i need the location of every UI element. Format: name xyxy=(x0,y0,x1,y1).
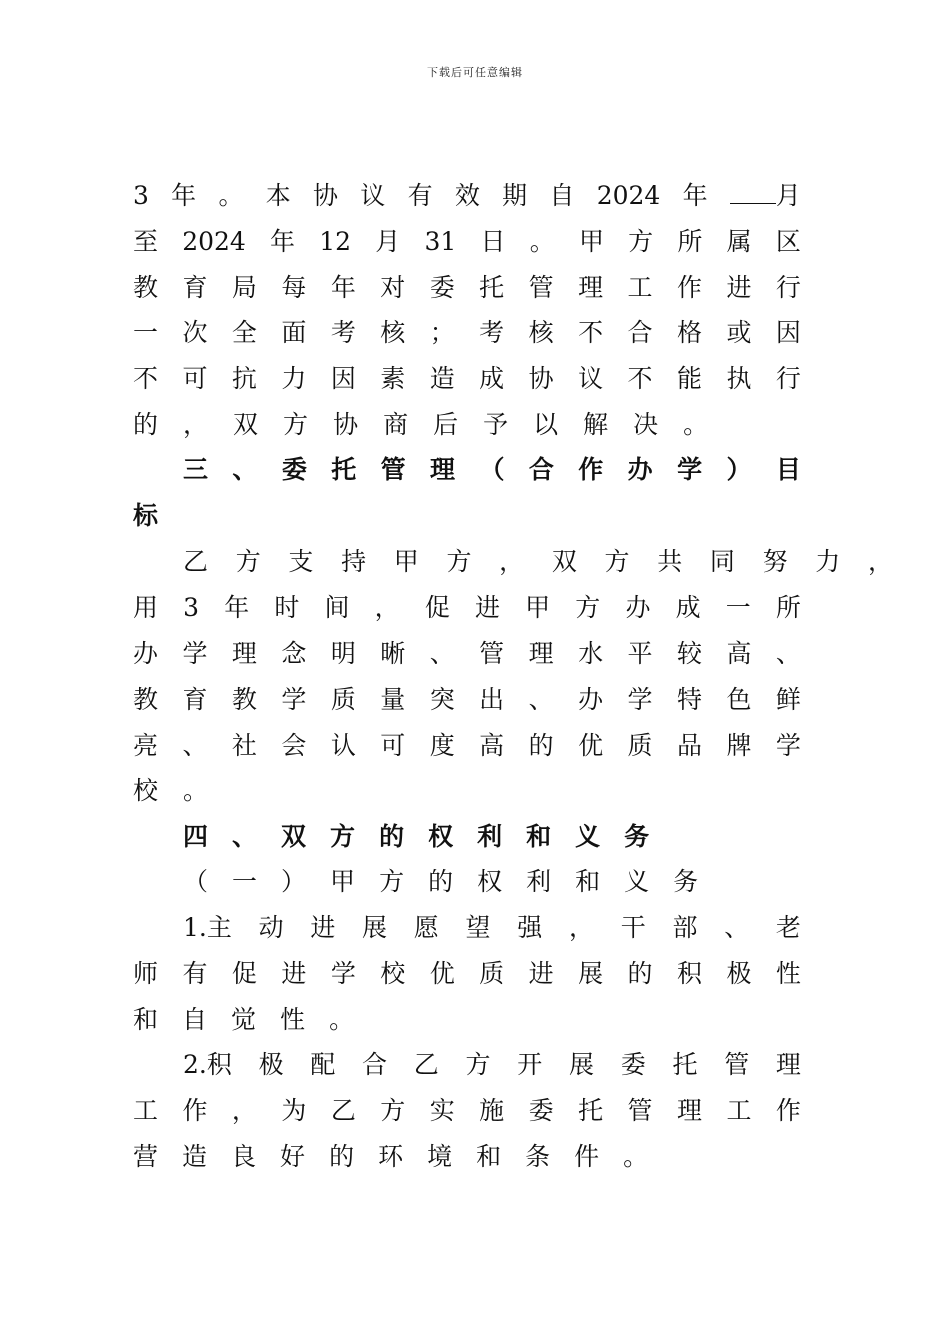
glyph: 水 xyxy=(578,639,604,668)
glyph: 校 xyxy=(380,959,406,988)
glyph: 一 xyxy=(725,593,751,622)
glyph: 平 xyxy=(627,639,653,668)
glyph: 一 xyxy=(133,318,159,347)
text-line xyxy=(183,542,893,582)
glyph: 色 xyxy=(726,685,752,714)
glyph: 校 xyxy=(133,776,159,805)
glyph: 支 xyxy=(288,547,314,576)
glyph: 管 xyxy=(479,639,505,668)
glyph: 双 xyxy=(281,822,307,851)
glyph: 月 xyxy=(730,176,801,216)
glyph: 优 xyxy=(429,959,455,988)
glyph: 共 xyxy=(657,547,683,576)
glyph: 展 xyxy=(578,959,604,988)
glyph: 利 xyxy=(477,822,503,851)
glyph: 。 xyxy=(683,410,709,439)
glyph: 3 xyxy=(183,593,200,622)
glyph: 理 xyxy=(430,455,456,484)
glyph: 强 xyxy=(517,913,543,942)
glyph: ） xyxy=(281,867,307,896)
glyph: 面 xyxy=(281,318,307,347)
glyph: 的 xyxy=(379,822,405,851)
glyph: 念 xyxy=(281,639,307,668)
glyph: 进 xyxy=(474,593,500,622)
glyph: 义 xyxy=(624,867,650,896)
glyph: 工 xyxy=(726,1096,752,1125)
glyph: 年 xyxy=(224,593,250,622)
glyph: 特 xyxy=(676,685,702,714)
glyph: 办 xyxy=(578,685,604,714)
glyph: 育 xyxy=(182,685,208,714)
glyph: 务 xyxy=(624,822,650,851)
glyph: 的 xyxy=(528,731,554,760)
text-line xyxy=(133,313,801,353)
text-line xyxy=(183,450,801,490)
glyph: 持 xyxy=(341,547,367,576)
text-line xyxy=(183,1045,801,1085)
glyph: 一 xyxy=(232,867,258,896)
text-line xyxy=(183,908,801,948)
glyph: 或 xyxy=(726,318,752,347)
glyph: 方 xyxy=(628,227,654,256)
glyph: 高 xyxy=(726,639,752,668)
glyph: 管 xyxy=(627,1096,653,1125)
glyph: （ xyxy=(183,867,209,896)
text-line xyxy=(133,176,801,216)
glyph: 牌 xyxy=(726,731,752,760)
glyph: 行 xyxy=(775,273,801,302)
text-line xyxy=(133,680,801,720)
glyph: 方 xyxy=(446,547,472,576)
glyph: 良 xyxy=(231,1142,257,1171)
glyph: ， xyxy=(568,913,594,942)
glyph: 。 xyxy=(218,181,244,210)
text-line xyxy=(133,1000,801,1040)
glyph: 格 xyxy=(676,318,702,347)
glyph: 有 xyxy=(407,181,433,210)
glyph: 动 xyxy=(258,913,284,942)
glyph: 核 xyxy=(528,318,554,347)
glyph: 方 xyxy=(575,593,601,622)
glyph: 学 xyxy=(775,731,801,760)
glyph: 标 xyxy=(133,501,159,530)
glyph: 工 xyxy=(627,273,653,302)
glyph: 进 xyxy=(528,959,554,988)
glyph: 营 xyxy=(133,1142,159,1171)
glyph: 鲜 xyxy=(775,685,801,714)
glyph: ） xyxy=(726,455,752,484)
glyph: 方 xyxy=(380,1096,406,1125)
glyph: 合 xyxy=(627,318,653,347)
glyph: 进 xyxy=(726,273,752,302)
glyph: 教 xyxy=(231,685,257,714)
glyph: 理 xyxy=(528,639,554,668)
glyph: 考 xyxy=(479,318,505,347)
glyph: 的 xyxy=(428,867,454,896)
glyph: 乙 xyxy=(413,1050,439,1079)
text-line xyxy=(133,726,801,766)
glyph: 。 xyxy=(529,227,555,256)
glyph: 对 xyxy=(380,273,406,302)
glyph: 委 xyxy=(528,1096,554,1125)
glyph: 好 xyxy=(280,1142,306,1171)
glyph: ， xyxy=(374,593,400,622)
glyph: 可 xyxy=(182,364,208,393)
glyph: 力 xyxy=(281,364,307,393)
glyph: 决 xyxy=(633,410,659,439)
glyph: 自 xyxy=(182,1005,208,1034)
glyph: 管 xyxy=(528,273,554,302)
glyph: 造 xyxy=(429,364,455,393)
glyph: 学 xyxy=(281,685,307,714)
text-line xyxy=(133,222,801,262)
glyph: 2024 xyxy=(596,181,661,210)
glyph: 老 xyxy=(775,913,801,942)
glyph: 实 xyxy=(429,1096,455,1125)
glyph: 进 xyxy=(310,913,336,942)
text-line xyxy=(133,588,801,628)
glyph: ； xyxy=(429,318,455,347)
glyph: 的 xyxy=(133,410,159,439)
glyph: 自 xyxy=(549,181,575,210)
glyph: 月 xyxy=(375,227,401,256)
glyph: 义 xyxy=(575,822,601,851)
glyph: 核 xyxy=(380,318,406,347)
glyph: 理 xyxy=(578,273,604,302)
glyph: 次 xyxy=(182,318,208,347)
glyph: 至 xyxy=(133,227,159,256)
glyph: 展 xyxy=(568,1050,594,1079)
glyph: 展 xyxy=(362,913,388,942)
glyph: 性 xyxy=(280,1005,306,1034)
glyph: 同 xyxy=(709,547,735,576)
glyph: 托 xyxy=(479,273,505,302)
glyph: 协 xyxy=(528,364,554,393)
glyph: 的 xyxy=(329,1142,355,1171)
glyph: 间 xyxy=(324,593,350,622)
glyph: 、 xyxy=(182,731,208,760)
glyph: 甲 xyxy=(330,867,356,896)
glyph: 进 xyxy=(281,959,307,988)
text-line xyxy=(133,405,801,445)
glyph: 愿 xyxy=(413,913,439,942)
glyph: 四 xyxy=(183,822,209,851)
glyph: 出 xyxy=(479,685,505,714)
glyph: 议 xyxy=(360,181,386,210)
glyph: 用 xyxy=(133,593,159,622)
glyph: 合 xyxy=(528,455,554,484)
glyph: 年 xyxy=(270,227,296,256)
glyph: 3 xyxy=(133,181,149,210)
glyph: 成 xyxy=(479,364,505,393)
glyph: 办 xyxy=(627,455,653,484)
glyph: （ xyxy=(479,455,505,484)
glyph: 认 xyxy=(330,731,356,760)
glyph: 学 xyxy=(627,685,653,714)
glyph: 委 xyxy=(281,455,307,484)
glyph: 、 xyxy=(724,913,750,942)
glyph: ， xyxy=(231,1096,257,1125)
glyph: ， xyxy=(867,547,893,576)
glyph: 年 xyxy=(682,181,708,210)
glyph: 、 xyxy=(775,639,801,668)
glyph: 明 xyxy=(330,639,356,668)
glyph: 方 xyxy=(379,867,405,896)
glyph: 度 xyxy=(429,731,455,760)
glyph: 成 xyxy=(675,593,701,622)
glyph: 因 xyxy=(330,364,356,393)
glyph: 执 xyxy=(726,364,752,393)
glyph: 方 xyxy=(235,547,261,576)
glyph: 和 xyxy=(575,867,601,896)
glyph: 环 xyxy=(378,1142,404,1171)
glyph: 务 xyxy=(673,867,699,896)
text-line xyxy=(133,1091,801,1131)
glyph: 所 xyxy=(775,593,801,622)
glyph: 、 xyxy=(232,822,258,851)
glyph: 。 xyxy=(623,1142,649,1171)
glyph: 管 xyxy=(724,1050,750,1079)
glyph: 全 xyxy=(231,318,257,347)
glyph: 委 xyxy=(620,1050,646,1079)
glyph: 1.主 xyxy=(183,913,232,942)
glyph: 优 xyxy=(578,731,604,760)
glyph: 托 xyxy=(331,455,357,484)
glyph: 工 xyxy=(133,1096,159,1125)
glyph: 局 xyxy=(231,273,257,302)
glyph: 和 xyxy=(476,1142,502,1171)
glyph: 甲 xyxy=(393,547,419,576)
text-line xyxy=(133,496,801,536)
glyph: 利 xyxy=(526,867,552,896)
glyph: 甲 xyxy=(525,593,551,622)
glyph: 性 xyxy=(775,959,801,988)
glyph: 较 xyxy=(676,639,702,668)
glyph: 方 xyxy=(330,822,356,851)
glyph: ， xyxy=(183,410,209,439)
glyph: 作 xyxy=(775,1096,801,1125)
glyph: 件 xyxy=(574,1142,600,1171)
glyph: 因 xyxy=(775,318,801,347)
glyph: 。 xyxy=(183,776,209,805)
glyph: 积 xyxy=(676,959,702,988)
glyph: 部 xyxy=(672,913,698,942)
fill-in-blank xyxy=(730,181,776,204)
glyph: 抗 xyxy=(231,364,257,393)
page-header: 下载后可任意编辑 xyxy=(427,66,523,79)
glyph: 办 xyxy=(133,639,159,668)
glyph: 育 xyxy=(182,273,208,302)
glyph: 日 xyxy=(480,227,506,256)
glyph: 31 xyxy=(424,227,457,256)
glyph: 、 xyxy=(429,639,455,668)
glyph: 亮 xyxy=(133,731,159,760)
glyph: 商 xyxy=(383,410,409,439)
glyph: 不 xyxy=(578,318,604,347)
glyph: ， xyxy=(499,547,525,576)
glyph: 师 xyxy=(133,959,159,988)
glyph: 作 xyxy=(182,1096,208,1125)
text-line xyxy=(133,634,801,674)
glyph: 教 xyxy=(133,685,159,714)
glyph: 学 xyxy=(330,959,356,988)
glyph: 三 xyxy=(183,455,209,484)
glyph: 会 xyxy=(281,731,307,760)
glyph: 质 xyxy=(627,731,653,760)
glyph: 晰 xyxy=(380,639,406,668)
glyph: 质 xyxy=(330,685,356,714)
glyph: 作 xyxy=(676,273,702,302)
glyph: 办 xyxy=(625,593,651,622)
glyph: 量 xyxy=(380,685,406,714)
text-line xyxy=(133,954,801,994)
glyph: 可 xyxy=(380,731,406,760)
glyph: 目 xyxy=(775,455,801,484)
glyph: 年 xyxy=(330,273,356,302)
glyph: 委 xyxy=(429,273,455,302)
glyph: 合 xyxy=(362,1050,388,1079)
text-line xyxy=(183,817,801,857)
glyph: 有 xyxy=(182,959,208,988)
glyph: 每 xyxy=(281,273,307,302)
glyph: 乙 xyxy=(183,547,209,576)
glyph: 社 xyxy=(231,731,257,760)
glyph: 和 xyxy=(133,1005,159,1034)
glyph: 以 xyxy=(533,410,559,439)
glyph: 学 xyxy=(677,455,703,484)
glyph: 努 xyxy=(762,547,788,576)
glyph: 解 xyxy=(583,410,609,439)
glyph: 条 xyxy=(525,1142,551,1171)
glyph: 造 xyxy=(182,1142,208,1171)
glyph: 和 xyxy=(526,822,552,851)
glyph: 考 xyxy=(330,318,356,347)
glyph: 的 xyxy=(627,959,653,988)
glyph: 不 xyxy=(627,364,653,393)
glyph: 年 xyxy=(171,181,197,210)
glyph: 双 xyxy=(233,410,259,439)
glyph: 2.积 xyxy=(183,1050,232,1079)
glyph: 促 xyxy=(424,593,450,622)
glyph: 教 xyxy=(133,273,159,302)
glyph: 属 xyxy=(726,227,752,256)
glyph: 托 xyxy=(672,1050,698,1079)
glyph: 开 xyxy=(517,1050,543,1079)
glyph: 管 xyxy=(380,455,406,484)
glyph: 双 xyxy=(551,547,577,576)
glyph: 方 xyxy=(465,1050,491,1079)
glyph: 乙 xyxy=(330,1096,356,1125)
glyph: 议 xyxy=(578,364,604,393)
glyph: 区 xyxy=(775,227,801,256)
text-line xyxy=(133,268,801,308)
glyph: 能 xyxy=(676,364,702,393)
glyph: 本 xyxy=(265,181,291,210)
glyph: 权 xyxy=(428,822,454,851)
glyph: 甲 xyxy=(578,227,604,256)
glyph: 期 xyxy=(502,181,528,210)
glyph: 境 xyxy=(427,1142,453,1171)
glyph: 促 xyxy=(231,959,257,988)
glyph: 、 xyxy=(232,455,258,484)
glyph: 所 xyxy=(677,227,703,256)
glyph: 配 xyxy=(310,1050,336,1079)
glyph: 干 xyxy=(620,913,646,942)
glyph: 12 xyxy=(319,227,352,256)
glyph: 理 xyxy=(676,1096,702,1125)
text-line xyxy=(133,1137,801,1177)
glyph: 施 xyxy=(479,1096,505,1125)
glyph: 效 xyxy=(454,181,480,210)
text-line xyxy=(133,359,801,399)
glyph: 方 xyxy=(283,410,309,439)
glyph: 时 xyxy=(274,593,300,622)
glyph: 。 xyxy=(329,1005,355,1034)
glyph: 觉 xyxy=(231,1005,257,1034)
glyph: 望 xyxy=(465,913,491,942)
glyph: 、 xyxy=(528,685,554,714)
glyph: 品 xyxy=(676,731,702,760)
glyph: 极 xyxy=(258,1050,284,1079)
glyph: 托 xyxy=(578,1096,604,1125)
glyph: 作 xyxy=(578,455,604,484)
glyph: 不 xyxy=(133,364,159,393)
glyph: 2024 xyxy=(182,227,246,256)
glyph: 高 xyxy=(479,731,505,760)
glyph: 学 xyxy=(182,639,208,668)
text-line xyxy=(183,862,801,902)
text-line xyxy=(133,771,801,811)
glyph: 协 xyxy=(333,410,359,439)
glyph: 行 xyxy=(775,364,801,393)
glyph: 予 xyxy=(483,410,509,439)
glyph: 力 xyxy=(815,547,841,576)
glyph: 权 xyxy=(477,867,503,896)
glyph: 突 xyxy=(429,685,455,714)
glyph: 理 xyxy=(231,639,257,668)
glyph: 素 xyxy=(380,364,406,393)
glyph: 极 xyxy=(726,959,752,988)
glyph: 理 xyxy=(775,1050,801,1079)
glyph: 后 xyxy=(433,410,459,439)
glyph: 方 xyxy=(604,547,630,576)
glyph: 质 xyxy=(479,959,505,988)
glyph: 协 xyxy=(313,181,339,210)
glyph: 为 xyxy=(281,1096,307,1125)
